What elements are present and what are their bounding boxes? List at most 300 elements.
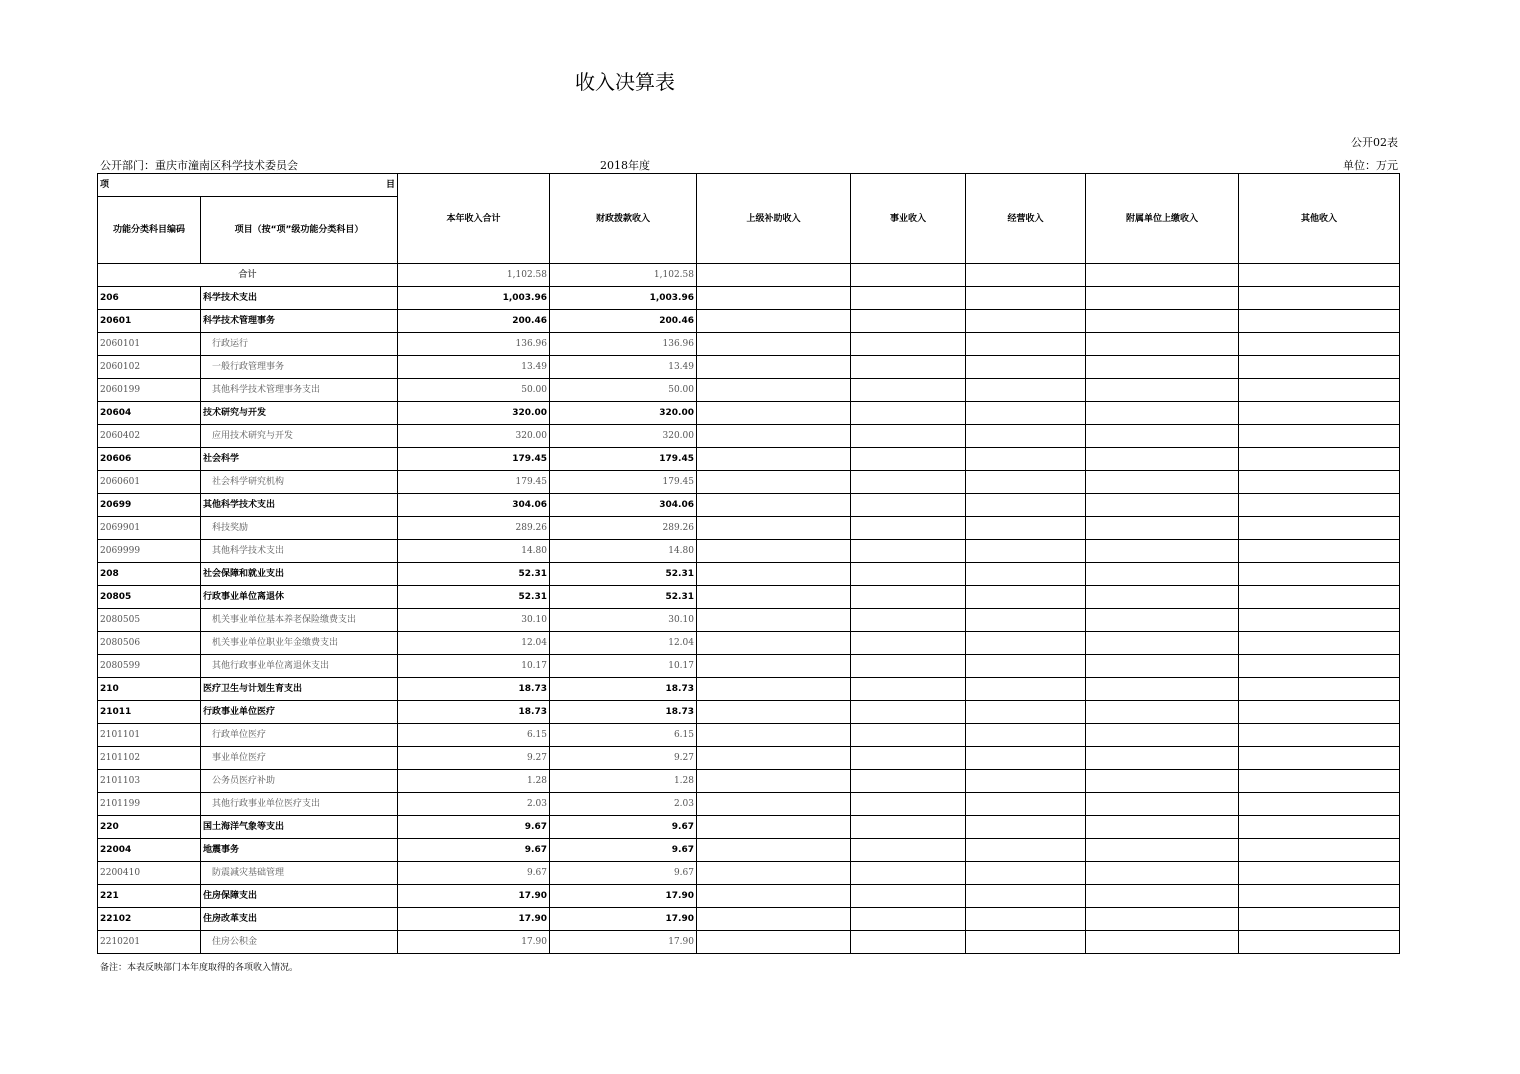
row-name: 国土海洋气象等支出 xyxy=(201,816,398,839)
empty-cell xyxy=(1086,494,1239,517)
row-name: 应用技术研究与开发 xyxy=(201,425,398,448)
row-total: 10.17 xyxy=(398,655,550,678)
row-fiscal: 12.04 xyxy=(550,632,697,655)
row-name: 机关事业单位基本养老保险缴费支出 xyxy=(201,609,398,632)
header-col-other: 其他收入 xyxy=(1239,174,1400,264)
empty-cell xyxy=(1086,448,1239,471)
row-name: 住房保障支出 xyxy=(201,885,398,908)
row-name: 行政单位医疗 xyxy=(201,724,398,747)
row-total: 179.45 xyxy=(398,471,550,494)
empty-cell xyxy=(1086,586,1239,609)
table-row xyxy=(98,356,1400,379)
empty-cell xyxy=(1239,425,1400,448)
row-code: 2060102 xyxy=(98,356,201,379)
row-name: 住房公积金 xyxy=(201,931,398,954)
row-total: 50.00 xyxy=(398,379,550,402)
table-row xyxy=(98,586,1400,609)
row-name: 住房改革支出 xyxy=(201,908,398,931)
empty-cell xyxy=(851,356,966,379)
empty-cell xyxy=(697,563,851,586)
empty-cell xyxy=(851,770,966,793)
empty-cell xyxy=(1086,333,1239,356)
row-name: 医疗卫生与计划生育支出 xyxy=(201,678,398,701)
empty-cell xyxy=(1086,471,1239,494)
empty-cell xyxy=(851,517,966,540)
empty-cell xyxy=(851,425,966,448)
empty-cell xyxy=(851,609,966,632)
empty-cell xyxy=(1239,563,1400,586)
row-fiscal: 179.45 xyxy=(550,471,697,494)
empty-cell xyxy=(1239,931,1400,954)
row-name: 其他行政事业单位医疗支出 xyxy=(201,793,398,816)
header-mu: 目 xyxy=(385,180,395,190)
empty-cell xyxy=(1086,885,1239,908)
row-name: 技术研究与开发 xyxy=(201,402,398,425)
empty-cell xyxy=(697,402,851,425)
empty-cell xyxy=(1239,908,1400,931)
row-code: 20805 xyxy=(98,586,201,609)
header-col-superior: 上级补助收入 xyxy=(697,174,851,264)
empty-cell xyxy=(1239,287,1400,310)
page-title: 收入决算表 xyxy=(575,70,675,94)
empty-cell xyxy=(966,701,1086,724)
row-name: 地震事务 xyxy=(201,839,398,862)
empty-cell xyxy=(851,471,966,494)
row-fiscal: 320.00 xyxy=(550,425,697,448)
empty-cell xyxy=(1239,333,1400,356)
empty-cell xyxy=(697,839,851,862)
empty-cell xyxy=(966,287,1086,310)
row-total: 18.73 xyxy=(398,678,550,701)
empty-cell xyxy=(1086,701,1239,724)
empty-cell xyxy=(966,586,1086,609)
empty-cell xyxy=(697,931,851,954)
empty-cell xyxy=(966,402,1086,425)
row-code: 2101103 xyxy=(98,770,201,793)
header-code: 功能分类科目编码 xyxy=(98,197,201,264)
table-row xyxy=(98,379,1400,402)
table-row xyxy=(98,425,1400,448)
empty-cell xyxy=(1239,724,1400,747)
row-code: 20601 xyxy=(98,310,201,333)
empty-cell xyxy=(1086,770,1239,793)
table-row xyxy=(98,816,1400,839)
empty-cell xyxy=(1086,563,1239,586)
row-fiscal: 1,003.96 xyxy=(550,287,697,310)
empty-cell xyxy=(851,563,966,586)
empty-cell xyxy=(1239,770,1400,793)
row-fiscal: 320.00 xyxy=(550,402,697,425)
empty-cell xyxy=(697,287,851,310)
empty-cell xyxy=(966,908,1086,931)
row-total: 14.80 xyxy=(398,540,550,563)
empty-cell xyxy=(1239,517,1400,540)
header-col-operating: 经营收入 xyxy=(966,174,1086,264)
empty-cell xyxy=(1239,655,1400,678)
empty-cell xyxy=(851,701,966,724)
empty-cell xyxy=(697,609,851,632)
empty-cell xyxy=(1239,747,1400,770)
table-row xyxy=(98,770,1400,793)
row-total: 17.90 xyxy=(398,931,550,954)
footnote: 备注：本表反映部门本年度取得的各项收入情况。 xyxy=(100,963,299,973)
empty-cell xyxy=(851,816,966,839)
row-fiscal: 17.90 xyxy=(550,931,697,954)
row-fiscal: 30.10 xyxy=(550,609,697,632)
empty-cell xyxy=(697,333,851,356)
empty-cell xyxy=(1239,793,1400,816)
row-code: 21011 xyxy=(98,701,201,724)
unit-label: 单位：万元 xyxy=(1343,159,1398,172)
row-code: 20604 xyxy=(98,402,201,425)
row-total: 1.28 xyxy=(398,770,550,793)
row-fiscal: 9.67 xyxy=(550,862,697,885)
row-name: 社会科学研究机构 xyxy=(201,471,398,494)
row-total: 9.27 xyxy=(398,747,550,770)
table-row xyxy=(98,517,1400,540)
row-total: 17.90 xyxy=(398,885,550,908)
empty-cell xyxy=(1086,747,1239,770)
row-fiscal: 18.73 xyxy=(550,701,697,724)
empty-cell xyxy=(697,356,851,379)
row-total: 13.49 xyxy=(398,356,550,379)
row-fiscal: 136.96 xyxy=(550,333,697,356)
row-fiscal: 1.28 xyxy=(550,770,697,793)
empty-cell xyxy=(1239,586,1400,609)
empty-cell xyxy=(697,494,851,517)
row-total: 2.03 xyxy=(398,793,550,816)
row-name: 其他科学技术管理事务支出 xyxy=(201,379,398,402)
empty-cell xyxy=(697,310,851,333)
empty-cell xyxy=(851,287,966,310)
row-fiscal: 17.90 xyxy=(550,885,697,908)
empty-cell xyxy=(966,632,1086,655)
row-code: 206 xyxy=(98,287,201,310)
row-code: 2060402 xyxy=(98,425,201,448)
empty-cell xyxy=(851,839,966,862)
row-code: 2069999 xyxy=(98,540,201,563)
empty-cell xyxy=(1239,448,1400,471)
empty-cell xyxy=(851,448,966,471)
empty-cell xyxy=(1239,402,1400,425)
empty-cell xyxy=(1239,862,1400,885)
row-code: 2060199 xyxy=(98,379,201,402)
row-fiscal: 6.15 xyxy=(550,724,697,747)
table-row xyxy=(98,655,1400,678)
empty-cell xyxy=(966,425,1086,448)
empty-cell xyxy=(1239,494,1400,517)
empty-cell xyxy=(966,356,1086,379)
empty-cell xyxy=(966,747,1086,770)
row-code: 2101199 xyxy=(98,793,201,816)
row-code: 2060101 xyxy=(98,333,201,356)
row-name: 行政事业单位医疗 xyxy=(201,701,398,724)
row-code: 20699 xyxy=(98,494,201,517)
row-code: 20606 xyxy=(98,448,201,471)
empty-cell xyxy=(851,678,966,701)
total-fiscal: 1,102.58 xyxy=(550,264,697,287)
row-fiscal: 289.26 xyxy=(550,517,697,540)
row-name: 社会科学 xyxy=(201,448,398,471)
empty-cell xyxy=(966,609,1086,632)
row-total: 12.04 xyxy=(398,632,550,655)
row-fiscal: 200.46 xyxy=(550,310,697,333)
table-row xyxy=(98,678,1400,701)
empty-cell xyxy=(697,724,851,747)
empty-cell xyxy=(697,655,851,678)
empty-cell xyxy=(697,540,851,563)
empty-cell xyxy=(966,724,1086,747)
empty-cell xyxy=(966,517,1086,540)
empty-cell xyxy=(1086,379,1239,402)
empty-cell xyxy=(697,471,851,494)
row-fiscal: 179.45 xyxy=(550,448,697,471)
empty-cell xyxy=(1086,540,1239,563)
empty-cell xyxy=(697,425,851,448)
header-name: 项目（按“项”级功能分类科目） xyxy=(201,197,398,264)
empty-cell xyxy=(697,862,851,885)
row-total: 17.90 xyxy=(398,908,550,931)
row-total: 320.00 xyxy=(398,425,550,448)
empty-cell xyxy=(851,494,966,517)
row-code: 2101101 xyxy=(98,724,201,747)
row-fiscal: 10.17 xyxy=(550,655,697,678)
empty-cell xyxy=(966,816,1086,839)
empty-cell xyxy=(1086,609,1239,632)
row-fiscal: 14.80 xyxy=(550,540,697,563)
table-row xyxy=(98,839,1400,862)
form-number: 公开02表 xyxy=(1351,136,1398,149)
row-total: 30.10 xyxy=(398,609,550,632)
row-name: 科学技术支出 xyxy=(201,287,398,310)
empty-cell xyxy=(697,448,851,471)
empty-cell xyxy=(1086,287,1239,310)
row-code: 2069901 xyxy=(98,517,201,540)
row-fiscal: 52.31 xyxy=(550,563,697,586)
empty-cell xyxy=(1086,816,1239,839)
empty-cell xyxy=(1086,356,1239,379)
row-total: 136.96 xyxy=(398,333,550,356)
empty-cell xyxy=(966,678,1086,701)
row-total: 304.06 xyxy=(398,494,550,517)
empty-cell xyxy=(966,793,1086,816)
empty-cell xyxy=(851,333,966,356)
header-xiang: 项 xyxy=(100,180,110,190)
row-total: 9.67 xyxy=(398,839,550,862)
empty-cell xyxy=(966,655,1086,678)
row-code: 22102 xyxy=(98,908,201,931)
row-code: 2080599 xyxy=(98,655,201,678)
empty-cell xyxy=(1086,402,1239,425)
row-total: 320.00 xyxy=(398,402,550,425)
empty-cell xyxy=(1239,471,1400,494)
table-row xyxy=(98,701,1400,724)
row-name: 科学技术管理事务 xyxy=(201,310,398,333)
row-name: 其他行政事业单位离退休支出 xyxy=(201,655,398,678)
empty-cell xyxy=(697,517,851,540)
empty-cell xyxy=(1086,724,1239,747)
row-name: 一般行政管理事务 xyxy=(201,356,398,379)
row-code: 221 xyxy=(98,885,201,908)
row-fiscal: 18.73 xyxy=(550,678,697,701)
empty-cell xyxy=(697,793,851,816)
row-code: 2060601 xyxy=(98,471,201,494)
empty-cell xyxy=(1086,517,1239,540)
empty-cell xyxy=(1086,931,1239,954)
row-name: 行政事业单位离退休 xyxy=(201,586,398,609)
row-name: 其他科学技术支出 xyxy=(201,494,398,517)
row-total: 9.67 xyxy=(398,816,550,839)
row-code: 2200410 xyxy=(98,862,201,885)
row-code: 2080505 xyxy=(98,609,201,632)
row-name: 公务员医疗补助 xyxy=(201,770,398,793)
empty-cell xyxy=(851,310,966,333)
row-code: 208 xyxy=(98,563,201,586)
row-name: 社会保障和就业支出 xyxy=(201,563,398,586)
total-label: 合计 xyxy=(98,264,398,287)
row-name: 机关事业单位职业年金缴费支出 xyxy=(201,632,398,655)
empty-cell xyxy=(851,793,966,816)
empty-cell xyxy=(697,816,851,839)
empty-cell xyxy=(1086,655,1239,678)
row-total: 18.73 xyxy=(398,701,550,724)
empty-cell xyxy=(1086,632,1239,655)
row-total: 200.46 xyxy=(398,310,550,333)
empty-cell xyxy=(851,632,966,655)
header-col-total: 本年收入合计 xyxy=(398,174,550,264)
empty-cell xyxy=(851,402,966,425)
table-row xyxy=(98,632,1400,655)
table-row xyxy=(98,333,1400,356)
empty-cell xyxy=(1086,425,1239,448)
empty-cell xyxy=(851,379,966,402)
empty-cell xyxy=(851,586,966,609)
table-row xyxy=(98,793,1400,816)
empty-cell xyxy=(697,379,851,402)
empty-cell xyxy=(697,747,851,770)
row-fiscal: 9.67 xyxy=(550,839,697,862)
fiscal-year: 2018年度 xyxy=(600,159,650,172)
empty-cell xyxy=(1239,356,1400,379)
empty-cell xyxy=(851,931,966,954)
table-row xyxy=(98,448,1400,471)
empty-cell xyxy=(966,310,1086,333)
empty-cell xyxy=(1239,540,1400,563)
empty-cell xyxy=(851,885,966,908)
row-name: 科技奖励 xyxy=(201,517,398,540)
empty-cell xyxy=(851,724,966,747)
total-income: 1,102.58 xyxy=(398,264,550,287)
row-code: 210 xyxy=(98,678,201,701)
empty-cell xyxy=(966,770,1086,793)
row-fiscal: 52.31 xyxy=(550,586,697,609)
row-total: 52.31 xyxy=(398,563,550,586)
table-row xyxy=(98,563,1400,586)
empty-cell xyxy=(697,885,851,908)
empty-cell xyxy=(1086,908,1239,931)
header-col-fiscal: 财政拨款收入 xyxy=(550,174,697,264)
department-label: 公开部门：重庆市潼南区科学技术委员会 xyxy=(100,159,298,172)
empty-cell xyxy=(1086,310,1239,333)
table-row xyxy=(98,885,1400,908)
row-total: 1,003.96 xyxy=(398,287,550,310)
row-code: 22004 xyxy=(98,839,201,862)
table-row xyxy=(98,471,1400,494)
empty-cell xyxy=(966,379,1086,402)
row-name: 事业单位医疗 xyxy=(201,747,398,770)
empty-cell xyxy=(966,885,1086,908)
income-table xyxy=(97,173,1400,954)
empty-cell xyxy=(1239,816,1400,839)
empty-cell xyxy=(1239,310,1400,333)
empty-cell xyxy=(966,931,1086,954)
row-code: 2080506 xyxy=(98,632,201,655)
empty-cell xyxy=(1086,839,1239,862)
empty-cell xyxy=(697,701,851,724)
table-row xyxy=(98,724,1400,747)
table-row xyxy=(98,609,1400,632)
header-col-affiliated: 附属单位上缴收入 xyxy=(1086,174,1239,264)
empty-cell xyxy=(1086,678,1239,701)
empty-cell xyxy=(966,333,1086,356)
empty-cell xyxy=(1239,678,1400,701)
row-total: 52.31 xyxy=(398,586,550,609)
row-total: 179.45 xyxy=(398,448,550,471)
row-total: 289.26 xyxy=(398,517,550,540)
empty-cell xyxy=(966,563,1086,586)
empty-cell xyxy=(697,678,851,701)
empty-cell xyxy=(1086,862,1239,885)
row-name: 防震减灾基础管理 xyxy=(201,862,398,885)
row-code: 2210201 xyxy=(98,931,201,954)
row-fiscal: 2.03 xyxy=(550,793,697,816)
row-fiscal: 9.67 xyxy=(550,816,697,839)
empty-cell xyxy=(851,862,966,885)
row-total: 6.15 xyxy=(398,724,550,747)
empty-cell xyxy=(1086,793,1239,816)
row-code: 220 xyxy=(98,816,201,839)
table-row xyxy=(98,287,1400,310)
table-row xyxy=(98,402,1400,425)
empty-cell xyxy=(1239,885,1400,908)
row-code: 2101102 xyxy=(98,747,201,770)
row-name: 行政运行 xyxy=(201,333,398,356)
empty-cell xyxy=(851,747,966,770)
table-row xyxy=(98,931,1400,954)
empty-cell xyxy=(851,908,966,931)
empty-cell xyxy=(851,655,966,678)
header-col-business: 事业收入 xyxy=(851,174,966,264)
empty-cell xyxy=(1239,379,1400,402)
row-total: 9.67 xyxy=(398,862,550,885)
table-row xyxy=(98,494,1400,517)
empty-cell xyxy=(966,494,1086,517)
empty-cell xyxy=(966,471,1086,494)
empty-cell xyxy=(966,862,1086,885)
empty-cell xyxy=(697,908,851,931)
empty-cell xyxy=(697,632,851,655)
empty-cell xyxy=(1239,632,1400,655)
empty-cell xyxy=(851,540,966,563)
header-item-group xyxy=(98,174,398,197)
empty-cell xyxy=(966,540,1086,563)
row-fiscal: 17.90 xyxy=(550,908,697,931)
total-row xyxy=(98,264,1400,287)
table-row xyxy=(98,862,1400,885)
row-fiscal: 50.00 xyxy=(550,379,697,402)
empty-cell xyxy=(966,839,1086,862)
row-fiscal: 13.49 xyxy=(550,356,697,379)
